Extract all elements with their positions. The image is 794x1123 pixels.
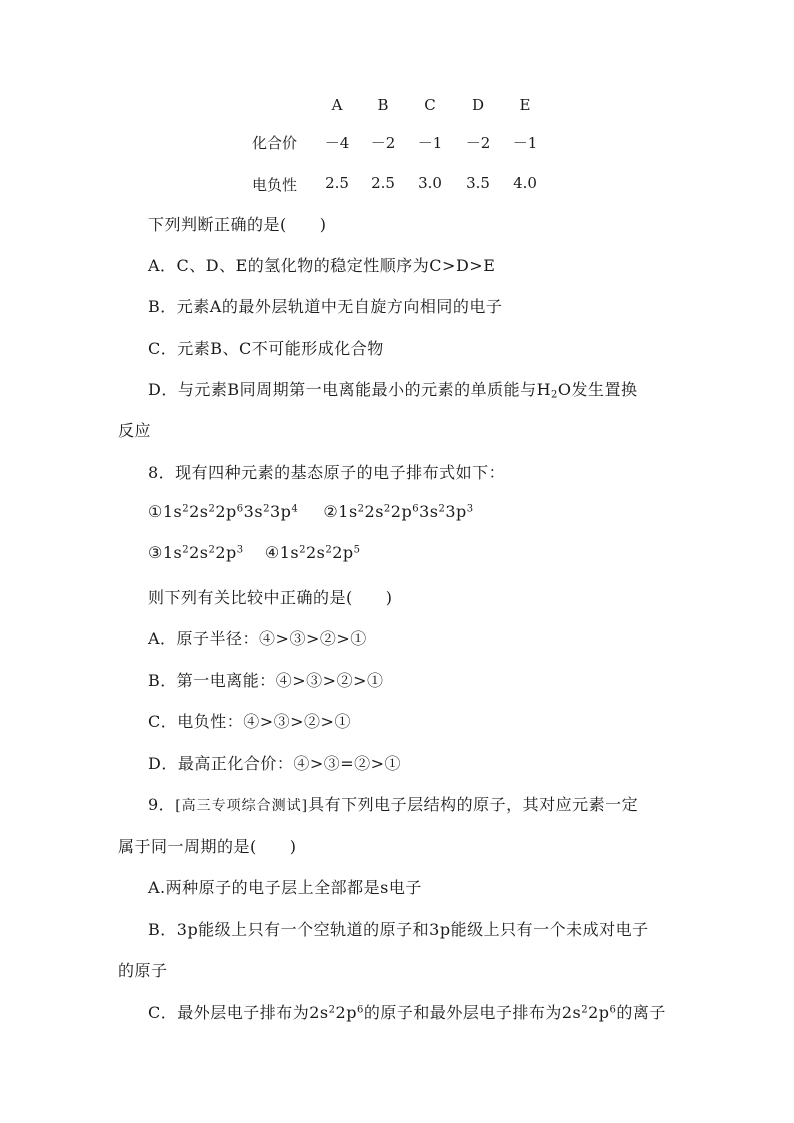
text-run: D．与元素B同周期第一电离能最小的元素的单质能与H bbox=[148, 380, 552, 399]
text-run: 2p bbox=[588, 1003, 610, 1022]
superscript: 2 bbox=[208, 503, 216, 515]
superscript: 2 bbox=[208, 544, 216, 556]
electron-config-2 bbox=[323, 502, 473, 521]
text-run: 3p bbox=[445, 502, 467, 521]
text-run: 2s bbox=[189, 543, 209, 562]
table-cell: 2.5 bbox=[371, 174, 395, 192]
row-label: 化合价 bbox=[252, 134, 298, 152]
column-header: A bbox=[331, 96, 343, 114]
row-label: 电负性 bbox=[252, 176, 298, 194]
q8-option-a: A．原子半径：④>③>②>① bbox=[148, 629, 367, 648]
electron-config-1 bbox=[148, 502, 298, 521]
q7-option-b: B．元素A的最外层轨道中无自旋方向相同的电子 bbox=[148, 297, 503, 316]
table-cell: 4.0 bbox=[513, 174, 537, 192]
superscript: 2 bbox=[438, 503, 446, 515]
table-cell: －1 bbox=[512, 134, 538, 152]
table-cell: －1 bbox=[417, 134, 443, 152]
q8-question: 则下列有关比较中正确的是( ) bbox=[148, 588, 393, 607]
q7-option-d-continued: 反应 bbox=[118, 421, 152, 440]
table-cell: －4 bbox=[324, 134, 350, 152]
q7-option-c: C．元素B、C不可能形成化合物 bbox=[148, 339, 384, 358]
superscript: 6 bbox=[236, 503, 244, 515]
superscript: 2 bbox=[182, 544, 190, 556]
q7-option-a: A．C、D、E的氢化物的稳定性顺序为C>D>E bbox=[148, 256, 496, 275]
superscript: 2 bbox=[182, 503, 190, 515]
superscript: 4 bbox=[291, 503, 299, 515]
text-run: 2p bbox=[215, 502, 237, 521]
text-run: 3p bbox=[269, 502, 292, 521]
q7-stem: 下列判断正确的是( ) bbox=[148, 215, 327, 234]
q9-stem bbox=[148, 792, 638, 815]
text-run: ③1s bbox=[148, 543, 183, 562]
q9-option-c bbox=[148, 1000, 666, 1023]
superscript: 6 bbox=[356, 1004, 364, 1016]
table-cell: －2 bbox=[465, 134, 491, 152]
superscript: 2 bbox=[263, 503, 270, 515]
superscript: 3 bbox=[236, 544, 244, 556]
question-number: 9． bbox=[148, 795, 176, 814]
text-run: 的离子 bbox=[616, 1003, 666, 1022]
electron-config-4 bbox=[265, 543, 361, 562]
table-cell: 3.5 bbox=[466, 174, 490, 192]
subscript: 2 bbox=[551, 389, 558, 401]
text-run: 2p bbox=[335, 1003, 357, 1022]
q9-option-a: A.两种原子的电子层上全部都是s电子 bbox=[148, 878, 422, 897]
superscript: 2 bbox=[328, 1004, 336, 1016]
superscript: 5 bbox=[353, 544, 361, 556]
text-run: 3s bbox=[243, 502, 264, 521]
q8-config-line-2 bbox=[148, 543, 361, 562]
text-run: 2s bbox=[305, 543, 326, 562]
superscript: 2 bbox=[581, 1004, 589, 1016]
superscript: 3 bbox=[466, 503, 474, 515]
table-cell: －2 bbox=[370, 134, 396, 152]
text-run: 2p bbox=[215, 543, 237, 562]
superscript: 2 bbox=[299, 544, 306, 556]
q9-option-b-continued: 的原子 bbox=[118, 961, 168, 980]
text-run: ①1s bbox=[148, 502, 183, 521]
q9-option-b: B．3p能级上只有一个空轨道的原子和3p能级上只有一个未成对电子 bbox=[148, 920, 649, 939]
column-header: B bbox=[377, 96, 389, 114]
text-run: 2p bbox=[332, 543, 354, 562]
column-header: C bbox=[424, 96, 436, 114]
text-run: 3s bbox=[419, 502, 439, 521]
superscript: 2 bbox=[357, 503, 365, 515]
q8-config-line-1 bbox=[148, 502, 474, 521]
column-header: E bbox=[519, 96, 531, 114]
text-run: O发生置换 bbox=[557, 380, 638, 399]
text-run: 2p bbox=[390, 502, 413, 521]
superscript: 2 bbox=[383, 503, 391, 515]
text-run: C．最外层电子排布为2s bbox=[148, 1003, 329, 1022]
superscript: 2 bbox=[325, 544, 333, 556]
q9-stem-continued: 属于同一周期的是( ) bbox=[118, 837, 297, 856]
q7-option-d bbox=[148, 377, 638, 400]
superscript: 6 bbox=[412, 503, 420, 515]
text-run: ④1s bbox=[264, 543, 300, 562]
text-run: 2s bbox=[364, 502, 384, 521]
question-source-tag: [高三专项综合测试] bbox=[175, 798, 309, 814]
table-cell: 3.0 bbox=[418, 174, 442, 192]
q8-stem: 8．现有四种元素的基态原子的电子排布式如下： bbox=[148, 463, 506, 482]
electron-config-3 bbox=[148, 543, 244, 562]
q8-option-b: B．第一电离能：④>③>②>① bbox=[148, 671, 384, 690]
q8-option-c: C．电负性：④>③>②>① bbox=[148, 712, 351, 731]
column-header: D bbox=[471, 96, 485, 114]
text-run: 2s bbox=[189, 502, 209, 521]
superscript: 6 bbox=[609, 1004, 617, 1016]
text-run: 具有下列电子层结构的原子，其对应元素一定 bbox=[308, 795, 639, 814]
text-run: ②1s bbox=[323, 502, 358, 521]
q8-option-d: D．最高正化合价：④>③=②>① bbox=[148, 754, 402, 773]
text-run: 的原子和最外层电子排布为2s bbox=[363, 1003, 582, 1022]
table-cell: 2.5 bbox=[325, 174, 349, 192]
